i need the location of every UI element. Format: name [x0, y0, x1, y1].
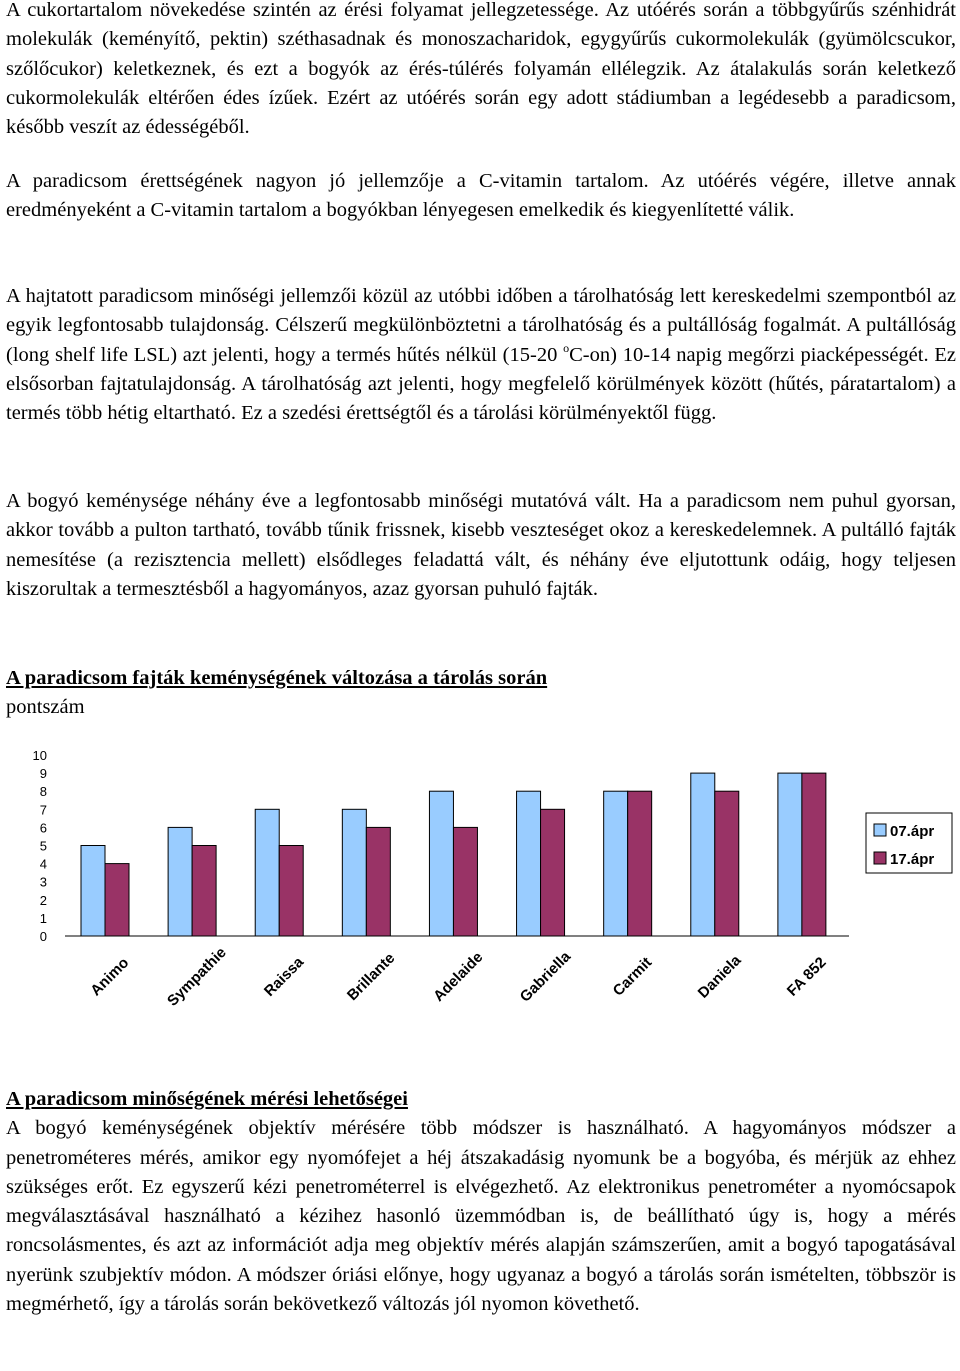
paragraph-sugar-content: A cukortartalom növekedése szintén az érési folyamat jellegzetessége. Az utóérés során a többgyűrűs szénhidrát molekulák (keményítő, pektin) széthasadnak és monoszacharidok, egygyűrűs cukormolekulák (gyümölcscukor, szőlőcukor) keletkeznek, és ezt a bogyók az érés-túlérés folyamán ellélegzik. Az átalakulás során keletkező cukormolekulák eltérően édes ízűek. Ezért az utóérés során egy adott stádiumban a legédesebb a paradicsom, később veszít az édességéből.	[6, 0, 956, 139]
bar-series1	[691, 773, 715, 936]
x-category-label: Brillante	[343, 949, 399, 1005]
bar-series2	[192, 846, 216, 937]
y-tick-label: 6	[39, 820, 47, 836]
chart-unit-label: pontszám	[6, 696, 85, 719]
y-tick-label: 1	[39, 910, 47, 926]
paragraph-vitamin-c: A paradicsom érettségének nagyon jó jellemzője a C-vitamin tartalom. Az utóérés végére, illetve annak eredményeként a C-vitamin tartalom a bogyókban lényegesen emelkedik és kiegyenlítetté válik.	[6, 170, 956, 222]
bar-series2	[541, 809, 565, 936]
legend-swatch	[874, 852, 886, 864]
y-tick-label: 2	[39, 892, 47, 908]
bar-series1	[255, 809, 279, 936]
x-category-label: Sympathie	[164, 943, 230, 1010]
chart-section-title: A paradicsom fajták keménységének változása a tárolás során	[6, 667, 548, 689]
measurement-section	[6, 1085, 956, 1319]
legend-label: 07.ápr	[890, 823, 935, 840]
storability-text-start: A hajtatott paradicsom minőségi jellemzői közül az utóbbi időben a tárolhatóság lett kereskedelmi szempontból az egyik legfontosabb tulajdonság. Célszerű megkülönböztetni a tárolhatóság és a pultállóság fogalmát. A pultállóság (long shelf life LSL) azt jelenti, hogy a termés hűtés nélkül (15-20	[6, 285, 956, 366]
bar-series1	[168, 827, 192, 936]
paragraph-firmness: A bogyó keménysége néhány éve a legfontosabb minőségi mutatóvá vált. Ha a paradicsom nem puhul gyorsan, akkor tovább a pulton tartható, tovább tűnik frissnek, kisebb veszteséget okoz a kereskedelemnek. A pultálló fajták nemesítése (a rezisztencia mellett) elsődleges feladattá vált, és néhány éve eljutottunk odáig, hogy teljesen kiszorultak a termesztésből a hagyományos, azaz gyorsan puhuló fajták.	[6, 490, 956, 600]
bar-series2	[628, 791, 652, 936]
x-category-label: Daniela	[694, 951, 745, 1002]
y-tick-label: 4	[39, 856, 47, 872]
y-tick-label: 5	[39, 838, 47, 854]
y-tick-label: 10	[32, 748, 47, 763]
bar-series1	[81, 846, 105, 937]
x-category-label: Gabriella	[516, 948, 575, 1006]
y-tick-label: 0	[39, 929, 47, 944]
storability-text-end: C-on) 10-14 napig megőrzi piacképességét. Ez elsősorban fajtatulajdonság. A tárolhatóság azt jelenti, hogy megfelelő körülmények között (hűtés, páratartalom) a termés több hétig eltartható. Ez a szedési érettségtől és a tárolási körülményektől függ.	[6, 343, 956, 425]
x-category-label: Raissa	[260, 953, 308, 1000]
x-category-label: Carmit	[609, 954, 656, 1000]
x-category-label: Adelaide	[430, 948, 487, 1005]
y-tick-label: 8	[39, 784, 47, 800]
bars	[81, 773, 826, 936]
legend-label: 17.ápr	[890, 851, 935, 868]
bar-series1	[342, 809, 366, 936]
measurement-section-title: A paradicsom minőségének mérési lehetőségei	[6, 1088, 408, 1110]
bar-series1	[604, 791, 628, 936]
bar-series2	[802, 773, 826, 936]
x-axis	[65, 936, 849, 1010]
measurement-section-body: A bogyó keménységének objektív mérésére több módszer is használható. A hagyományos módszer a penetrométeres mérés, amikor egy nyomófejet a héj átszakadásig nyomunk be a bogyóba, és mérjük az ehhez szükséges erőt. Ez egyszerű kézi penetrométerrel is elvégezhető. Az elektronikus penetrométer a nyomócsapok megválasztásával használható a kézihez hasonló üzemmódban is, de beállítható úgy is, hogy a mérés roncsolásmentes, és azt az információt adja meg objektív mérés alapján számszerűen, amit a bogyó tapogatásával nyerünk szubjektív módon. A módszer óriási előnye, hogy ugyanaz a bogyó a tárolás során ismételten, többször is megmérhető, így a tárolás során bekövetkező változás jól nyomon követhető.	[6, 1117, 956, 1316]
bar-series2	[366, 827, 390, 936]
y-axis	[33, 748, 47, 944]
x-category-label: Animo	[87, 954, 133, 1000]
bar-series2	[715, 791, 739, 936]
legend-swatch	[874, 824, 886, 836]
y-tick-label: 9	[39, 766, 47, 782]
x-category-label: FA 852	[783, 953, 830, 1000]
degree-superscript: o	[563, 340, 570, 355]
bar-series1	[778, 773, 802, 936]
chart-heading	[6, 664, 956, 723]
firmness-bar-chart	[0, 740, 960, 1040]
bar-series1	[517, 791, 541, 936]
bar-series2	[453, 827, 477, 936]
legend	[866, 813, 952, 873]
bar-series1	[429, 791, 453, 936]
bar-series2	[105, 864, 129, 936]
paragraph-storability	[6, 282, 956, 428]
bar-series2	[279, 846, 303, 937]
y-tick-label: 3	[39, 874, 47, 890]
y-tick-label: 7	[39, 802, 47, 818]
